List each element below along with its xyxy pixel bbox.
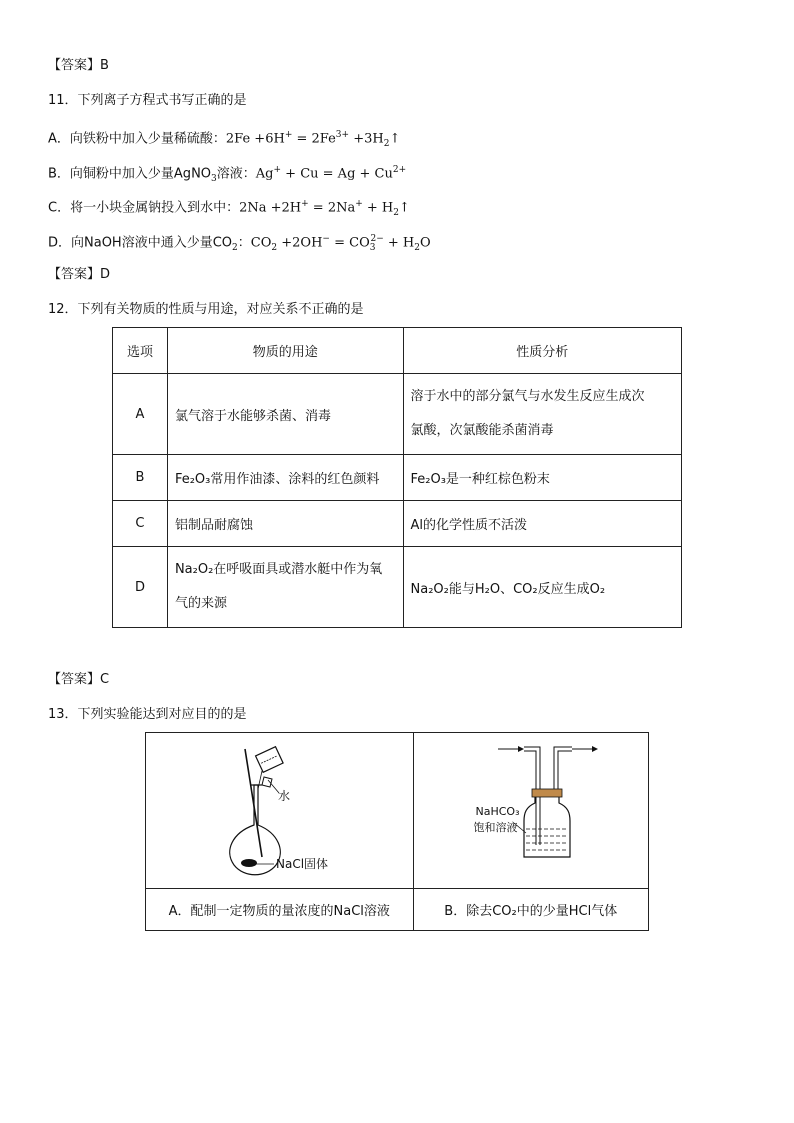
row-property: 溶于水中的部分氯气与水发生反应生成次 氯酸，次氯酸能杀菌消毒 xyxy=(403,374,681,455)
header-use: 物质的用途 xyxy=(167,328,403,374)
caption-b: B．除去CO₂中的少量HCl气体 xyxy=(413,889,649,931)
figure-b-cell xyxy=(413,733,649,889)
label-nahco3: NaHCO₃ xyxy=(475,805,520,818)
header-option: 选项 xyxy=(113,328,168,374)
row-property: Na₂O₂能与H₂O、CO₂反应生成O₂ xyxy=(403,547,681,628)
table-row xyxy=(113,455,682,501)
q11-option-a: A．向铁粉中加入少量稀硫酸：$2Fe +6H^+ = 2Fe^{3+}$ $+3H_2↑$ xyxy=(48,130,401,149)
row-option: A xyxy=(113,374,168,455)
experiment-table xyxy=(145,732,649,931)
row-option: B xyxy=(113,455,168,501)
row-use: 铝制品耐腐蚀 xyxy=(167,501,403,547)
answer-line: 【答案】D xyxy=(48,267,111,282)
row-option: C xyxy=(113,501,168,547)
row-use: 氯气溶于水能够杀菌、消毒 xyxy=(167,374,403,455)
q11-option-d: D．向NaOH溶液中通入少量$CO_2$：$CO_2 +2OH^- = CO_3^{2-} + H_2O$ xyxy=(48,234,431,253)
properties-table xyxy=(112,327,682,628)
figure-a-cell xyxy=(146,733,414,889)
row-use: Na₂O₂在呼吸面具或潜水艇中作为氧 气的来源 xyxy=(167,547,403,628)
header-property: 性质分析 xyxy=(403,328,681,374)
question-11-stem: 11．下列离子方程式书写正确的是 xyxy=(48,93,247,108)
question-13-stem: 13．下列实验能达到对应目的的是 xyxy=(48,707,247,722)
table-row xyxy=(113,374,682,455)
row-option: D xyxy=(113,547,168,628)
label-water: 水 xyxy=(278,789,291,803)
row-property: Al的化学性质不活泼 xyxy=(403,501,681,547)
row-property: Fe₂O₃是一种红棕色粉末 xyxy=(403,455,681,501)
table-row xyxy=(113,547,682,628)
row-use: Fe₂O₃常用作油漆、涂料的红色颜料 xyxy=(167,455,403,501)
gas-washing-bottle-diagram xyxy=(414,733,648,884)
answer-line: 【答案】B xyxy=(48,58,109,73)
caption-a: A．配制一定物质的量浓度的NaCl溶液 xyxy=(146,889,414,931)
q11-option-c: C．将一小块金属钠投入到水中：$2Na +2H^+ = 2Na^+ + H_2↑$ xyxy=(48,199,410,218)
label-nacl-solid: NaCl固体 xyxy=(276,857,329,871)
answer-line: 【答案】C xyxy=(48,672,110,687)
table-header-row xyxy=(113,328,682,374)
question-12-stem: 12．下列有关物质的性质与用途，对应关系不正确的是 xyxy=(48,302,364,317)
q11-option-b: B．向铜粉中加入少量AgNO$_3$溶液：$Ag^+ + Cu = Ag + Cu^{2+}$ xyxy=(48,165,407,184)
label-saturated-solution: 饱和溶液 xyxy=(473,821,518,834)
table-row xyxy=(113,501,682,547)
